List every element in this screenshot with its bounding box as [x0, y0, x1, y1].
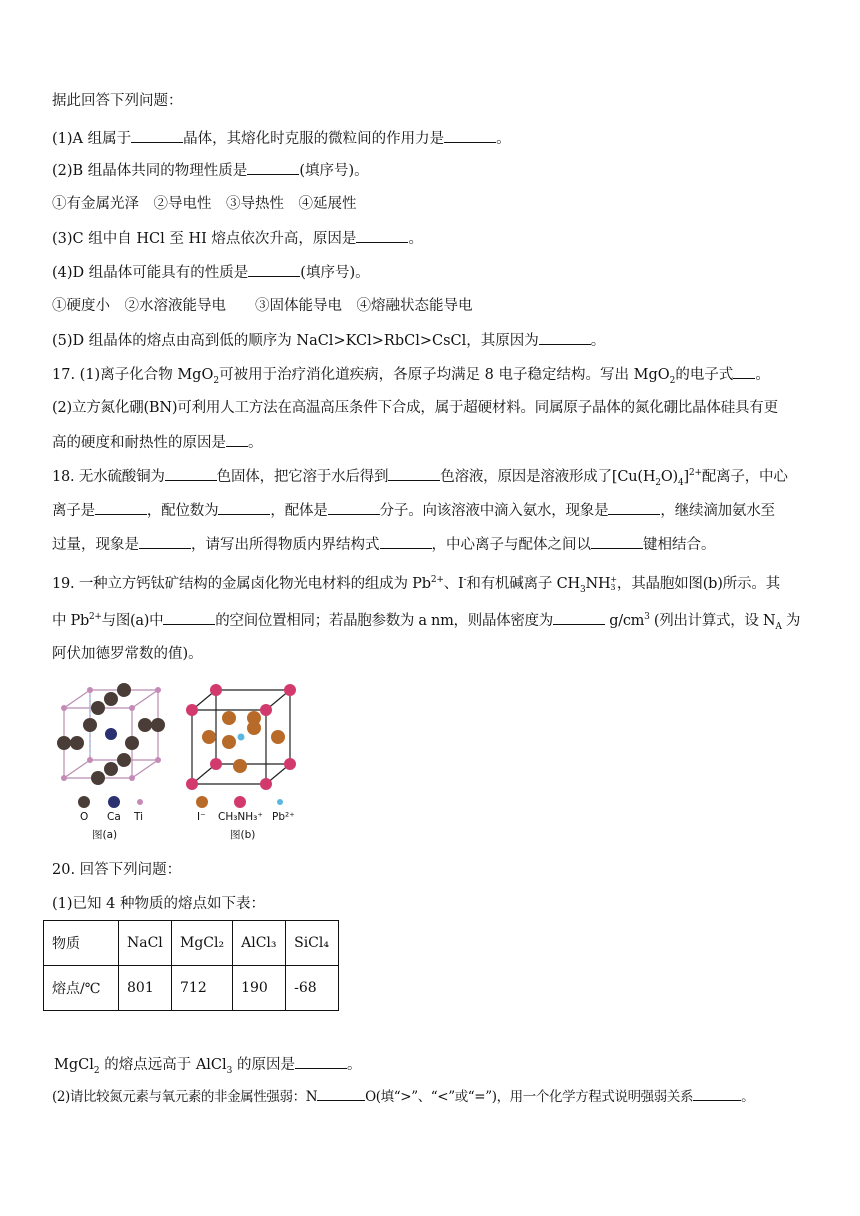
answer-blank[interactable] [131, 128, 183, 143]
q20-part2: (2)请比较氮元素与氧元素的非金属性强弱：N O(填“>”、“<”或“=”)，用一个化学方程式说明强弱关系 。 [52, 1086, 754, 1107]
table-row [44, 966, 339, 1011]
q19-line1: 19. 一种立方钙钛矿结构的金属卤化物光电材料的组成为 $Pb^{2+}$、I-和有机碱离子 $CH_3NH+$ 3 ，其晶胞如图(b)所示。其 [52, 575, 780, 595]
q17-line2: (2)立方氮化硼(BN)可利用人工方法在高温高压条件下合成，属于超硬材料。同属原子晶体的氮化硼比晶体硅具有更 [52, 400, 778, 416]
legend-iodide-icon [196, 796, 208, 808]
answer-blank[interactable] [139, 534, 191, 549]
answer-blank[interactable] [295, 1054, 347, 1069]
q19-line3: 阿伏加德罗常数的值)。 [52, 646, 203, 662]
q17-line1: 17. (1)离子化合物 MgO$_2$可被用于治疗消化道疾病，各原子均满足 8 电子稳定结构。写出 MgO$_2$的电子式 。 [52, 364, 770, 385]
answer-blank[interactable] [591, 534, 643, 549]
table-cell: 熔点/℃ [44, 966, 119, 1011]
melting-point-table [43, 920, 339, 1011]
answer-blank[interactable] [163, 610, 215, 625]
table-cell: 712 [172, 966, 233, 1011]
legend-titanium-icon [137, 799, 143, 805]
answer-blank[interactable] [248, 262, 300, 277]
legend-ca-label: Ca [107, 811, 121, 823]
answer-blank[interactable] [328, 500, 380, 515]
legend-o-label: O [80, 811, 89, 823]
lead-atom [238, 734, 245, 741]
q20-title: 20. 回答下列问题： [52, 862, 182, 878]
answer-blank[interactable] [388, 466, 440, 481]
legend-methylammonium-icon [234, 796, 246, 808]
table-cell: 801 [119, 966, 172, 1011]
legend-pb-label: Pb²⁺ [272, 811, 295, 823]
q18-line3: 过量，现象是 ，请写出所得物质内界结构式 ，中心离子与配体之间以 键相结合。 [52, 534, 716, 555]
legend-oxygen-icon [78, 796, 90, 808]
q18-line1: 18. 无水硫酸铜为 色固体，把它溶于水后得到 色溶液，原因是溶液形成了$[Cu(H_2O)_4]^{2+}$配离子，中心 [52, 466, 788, 487]
answer-blank[interactable] [247, 160, 299, 175]
answer-blank[interactable] [226, 432, 248, 447]
intro-line: 据此回答下列问题： [52, 93, 183, 109]
q20-after-table: MgCl$_2$ 的熔点远高于 AlCl$_3$ 的原因是 。 [54, 1054, 362, 1075]
table-cell: 190 [233, 966, 286, 1011]
answer-blank[interactable] [95, 500, 147, 515]
q16-part1: (1)A 组属于 晶体，其熔化时克服的微粒间的作用力是 。 [52, 128, 511, 149]
table-row [44, 921, 339, 966]
legend-i-label: I⁻ [197, 811, 206, 823]
table-cell: SiCl₄ [286, 921, 339, 966]
answer-blank[interactable] [218, 500, 270, 515]
answer-blank[interactable] [693, 1086, 741, 1101]
table-cell: MgCl₂ [172, 921, 233, 966]
calcium-atom [105, 728, 117, 740]
answer-blank[interactable] [608, 500, 660, 515]
q17-line3: 高的硬度和耐热性的原因是 。 [52, 432, 263, 453]
answer-blank[interactable] [380, 534, 432, 549]
table-cell: AlCl₃ [233, 921, 286, 966]
q16-part2: (2)B 组晶体共同的物理性质是 (填序号)。 [52, 160, 369, 181]
q18-line2: 离子是 ，配位数为 ，配体是 分子。向该溶液中滴入氨水，现象是 ，继续滴加氨水至 [52, 500, 775, 521]
answer-blank[interactable] [733, 364, 755, 379]
answer-blank[interactable] [444, 128, 496, 143]
answer-blank[interactable] [317, 1086, 365, 1101]
table-cell: 物质 [44, 921, 119, 966]
q16-part4: (4)D 组晶体可能具有的性质是 (填序号)。 [52, 262, 370, 283]
legend-ch3nh3-label: CH₃NH₃⁺ [218, 811, 263, 823]
q19-line2: 中 $Pb^{2+}$与图(a)中 的空间位置相同；若晶胞参数为 a nm，则晶体密度为 $g/cm^3$ (列出计算式，设 $N_A$ 为 [52, 610, 800, 631]
q16-part3: (3)C 组中自 HCl 至 HI 熔点依次升高，原因是 。 [52, 228, 423, 249]
figure-a-caption: 图(a) [92, 829, 118, 841]
answer-blank[interactable] [539, 330, 591, 345]
figure-b-caption: 图(b) [230, 829, 256, 841]
q16-part5: (5)D 组晶体的熔点由高到低的顺序为 NaCl>KCl>RbCl>CsCl，其原因为 。 [52, 330, 605, 351]
answer-blank[interactable] [165, 466, 217, 481]
legend-ti-label: Ti [134, 811, 144, 823]
q16-options4: ①硬度小 ②水溶液能导电 ③固体能导电 ④熔融状态能导电 [52, 298, 473, 314]
answer-blank[interactable] [553, 610, 605, 625]
q16-options2: ①有金属光泽 ②导电性 ③导热性 ④延展性 [52, 196, 357, 212]
table-cell: NaCl [119, 921, 172, 966]
table-cell: -68 [286, 966, 339, 1011]
legend-calcium-icon [108, 796, 120, 808]
q20-part1: (1)已知 4 种物质的熔点如下表： [52, 896, 265, 912]
answer-blank[interactable] [356, 228, 408, 243]
legend-lead-icon [277, 799, 283, 805]
